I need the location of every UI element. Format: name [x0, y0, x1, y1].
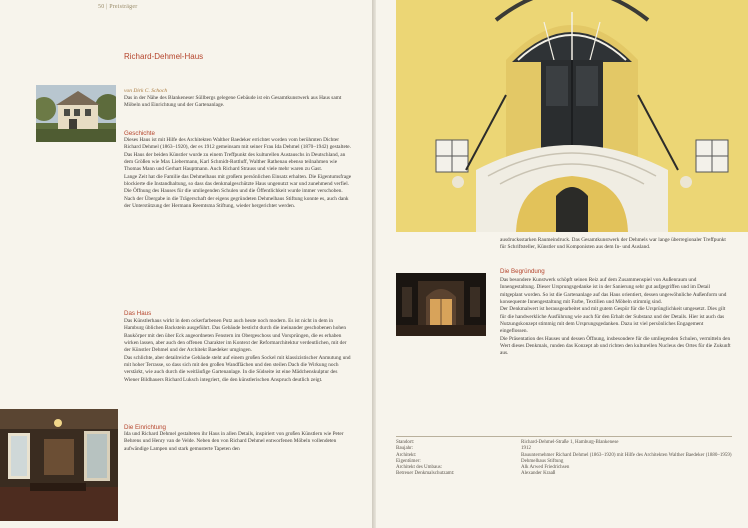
section-text-einrichtung: Ida und Richard Dehmel gestalteten ihr Haus in allen Details, inspiriert von großen Künstlern wie Peter Behrens und Henry van de Velde. Neben den von Richard Dehmel entworfenen Möbeln vollendeten aufwändige Lampen und stark gemusterte Tapeten den [124, 431, 344, 452]
section-heading-einrichtung: Die Einrichtung [124, 424, 166, 431]
project-info-table [396, 436, 732, 478]
hall-interior-photo [396, 273, 486, 336]
info-key: Baujahr: [396, 446, 414, 452]
section-heading-haus: Das Haus [124, 310, 152, 317]
right-page [376, 0, 748, 528]
page-title: Richard-Dehmel-Haus [124, 52, 204, 61]
info-value: Dehmelhaus Stiftung [521, 458, 564, 464]
info-row [396, 471, 732, 477]
section-text-haus: Das Künstlerhaus wirkt in dem ockerfarbenen Putz auch heute noch modern. Es ist nicht in dem in Hamburg üblichen Backstein ausgeführt. Das Gebäude besticht durch die ineinander geschobenen hohen Baukörper mit den über Eck angeordneten Fenstern im Obergeschoss und Vorsprüngen, die es erhaben wirken lassen, aber auch den offenen Charakter im Kontext der Reformarchitektur verdeutlichen, mit der der Künstler Dehmel und der Architekt Baedeker umgingen. Das schlichte, aber detailreiche Gebäude steht auf einem großen Sockel mit klassizistischer Anmutung und mit hoher Terrasse, so dass sich mit den großen Wandflächen und den steilen Dach die Wirkung noch verstärkt, wie auch durch die weitläufige Gartenanlage. In die Südseite ist eine Mädchenskulptur des Wiener Bildhauers Richard Luksch integriert, die den künstlerischen Anspruch deutlich zeigt. [124, 318, 351, 383]
entrance-photo [396, 0, 748, 232]
running-header: 50 | Preisträger [98, 4, 138, 10]
section-text-geschichte: Dieses Haus ist mit Hilfe des Architekten Walther Baedeker errichtet worden vom berühmten Dichter Richard Dehmel (1863–1920), der es 1912 gemeinsam mit seiner Frau Ida Dehmel (1870–1942) gestaltete. Das Haus der beiden Künstler wurde zu einem Treffpunkt des kulturellen Austauschs in Deutschland, an dem Größen wie Max Liebermann, Karl Schmidt-Rottluff, Walther Rathenau ebenso teilnahmen wie Thomas Mann und Gerhart Hauptmann. Auch Richard Strauss und viele mehr waren zu Gast. Lange Zeit hat die Familie das Dehmelhaus mit großem persönlichen Einsatz erhalten. Die Eigentumsfrage blockierte die Instandhaltung, so dass das denkmalgeschützte Haus ungenutzt war und zunehmend verfiel. Die Öffnung des Hauses für die umliegenden Schulen und die Öffentlichkeit wurde immer verschoben. Nach der Übergabe in die Trägerschaft der eigens gegründeten Dehmelhaus Stiftung konnte es, auch dank der Unterstützung der Hermann Reemtsma Stiftung, wieder hergerichtet werden. [124, 137, 352, 210]
info-value: Bauunternehmer Richard Dehmel (1863–1920) mit Hilfe des Architekten Walther Baedeker (1880–1959) [521, 452, 732, 458]
intro-text: Das in der Nähe des Blankeneser Süllbergs gelegene Gebäude ist ein Gesamtkunstwerk aus Haus samt Möbeln und Einrichtung und der Gartenanlage. [124, 95, 342, 109]
info-value: Alk Arwed Friedrichsen [521, 465, 570, 471]
info-key: Architekt: [396, 452, 417, 458]
info-value: Alexander Kraaß [521, 471, 556, 477]
section-heading-begruendung: Die Begründung [500, 268, 545, 275]
house-exterior-photo [36, 85, 116, 142]
section-text-begruendung: Das besondere Kunstwerk schöpft seinen Reiz auf dem Zusammenspiel von Außenraum und Innengestaltung. Dieser Ursprungsgedanke ist in der Sanierung sehr gut aufgegriffen und im Detail mitgeplant worden. So ist die Gartenanlage auf das Haus orientiert, dessen ungewöhnliche Außenform und konsequente Innengestaltung mit Farbe, Textilien und Möbeln stimmig sind. Der Denkmalwert ist herausgearbeitet und mit gutem Gespür für die Ursprünglichkeit umgesetzt. Dies gilt für die handwerkliche Ausführung wie auch für den Erhalt der Substanz und der Details. Hier ist auch das Nutzungskonzept stimmig mit dem Ursprungsgedanken. Dazu ist viel persönliches Engagement eingeflossen. Die Präsentation des Hauses und dessen Öffnung, insbesondere für die umliegenden Schulen, vermitteln den Wert dieses Denkmals, runden das Konzept ab und richten den kulturellen Nucleus des Ortes für die Zukunft aus. [500, 277, 731, 357]
interior-room-photo [0, 409, 118, 521]
author-line: von Dirk C. Schoch [124, 88, 168, 94]
info-key: Betreuer Denkmalschutzamt: [396, 471, 455, 477]
info-key: Standort: [396, 440, 415, 445]
section-heading-geschichte: Geschichte [124, 130, 155, 137]
info-key: Eigentümer: [396, 458, 421, 464]
info-value: 1912 [521, 446, 531, 452]
info-value: Richard-Dehmel-Straße 1, Hamburg-Blankenese [521, 440, 619, 445]
left-page [0, 0, 372, 528]
continued-text: ausdrucksstarken Raumeindruck. Das Gesamtkunstwerk der Dehmels war lange überregionaler Treffpunkt für Schriftsteller, Künstler und Komponisten aus dem In- und Ausland. [500, 237, 726, 251]
info-key: Architekt des Umbaus: [396, 465, 443, 471]
